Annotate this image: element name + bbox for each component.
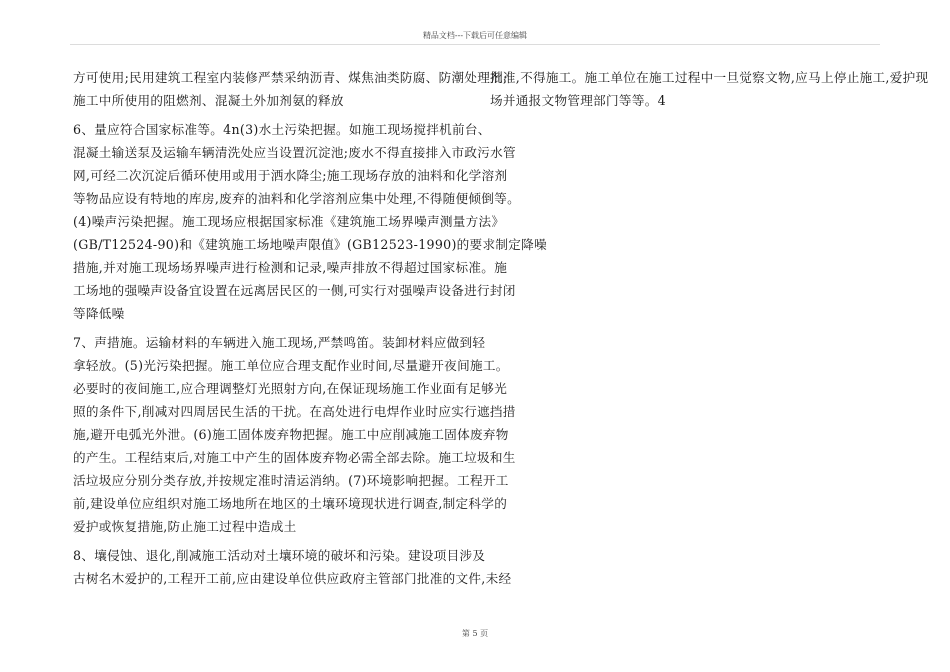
text-line: 8、壤侵蚀、退化,削减施工活动对土壤环境的破坏和污染。建设项目涉及 — [73, 548, 486, 563]
text-line: 方可使用;民用建筑工程室内装修严禁采纳沥青、煤焦油类防腐、防潮处理剂; — [73, 70, 508, 85]
text-line: (4)噪声污染把握。施工现场应根据国家标准《建筑施工场界噪声测量方法》 — [73, 214, 505, 229]
text-line: 照的条件下,削减对四周居民生活的干扰。在高处进行电焊作业时应实行遮挡措 — [73, 404, 516, 419]
right-column — [490, 66, 929, 112]
text-line: 批准,不得施工。施工单位在施工过程中一旦觉察文物,应马上停止施工,爱护现 — [490, 70, 929, 85]
text-line: 混凝土输送泵及运输车辆清洗处应当设置沉淀池;废水不得直接排入市政污水管 — [73, 145, 516, 160]
page-number: 第 5 页 — [461, 629, 489, 638]
text-line: 古树名木爱护的,工程开工前,应由建设单位供应政府主管部门批准的文件,未经 — [73, 571, 512, 586]
left-column — [73, 66, 547, 590]
text-line: 前,建设单位应组织对施工场地所在地区的土壤环境现状进行调查,制定科学的 — [73, 496, 508, 511]
text-line: 等物品应设有特地的库房,废弃的油料和化学溶剂应集中处理,不得随便倾倒等。 — [73, 191, 520, 206]
paragraph — [490, 66, 929, 112]
page-header: 精品文档---下载后可任意编辑 — [422, 31, 528, 40]
text-line: 活垃圾应分别分类存放,并按规定准时清运消纳。(7)环境影响把握。工程开工 — [73, 473, 509, 488]
text-line: (GB/T12524-90)和《建筑施工场地噪声限值》(GB12523-1990)的要求制定降噪 — [73, 237, 547, 252]
text-line: 措施,并对施工现场场界噪声进行检测和记录,噪声排放不得超过国家标准。施 — [73, 260, 508, 275]
text-line: 拿轻放。(5)光污染把握。施工单位应合理支配作业时间,尽量避开夜间施工。 — [73, 358, 509, 373]
paragraph — [73, 544, 512, 590]
paragraph — [73, 66, 508, 112]
text-line: 6、量应符合国家标准等。4n(3)水土污染把握。如施工现场搅拌机前台、 — [73, 122, 491, 137]
paragraph — [73, 331, 516, 538]
text-line: 工场地的强噪声设备宜设置在远离居民区的一侧,可实行对强噪声设备进行封闭 — [73, 283, 516, 298]
text-line: 等降低噪 — [73, 306, 125, 321]
text-line: 场并通报文物管理部门等等。4 — [490, 93, 666, 108]
paragraph — [73, 118, 547, 325]
text-line: 网,可经二次沉淀后循环使用或用于洒水降尘;施工现场存放的油料和化学溶剂 — [73, 168, 508, 183]
text-line: 的产生。工程结束后,对施工中产生的固体废弃物必需全部去除。施工垃圾和生 — [73, 450, 516, 465]
text-line: 施,避开电弧光外泄。(6)施工固体废弃物把握。施工中应削减施工固体废弃物 — [73, 427, 509, 442]
text-line: 爱护或恢复措施,防止施工过程中造成土 — [73, 519, 297, 534]
header-divider — [70, 44, 880, 45]
text-line: 必要时的夜间施工,应合理调整灯光照射方向,在保证现场施工作业面有足够光 — [73, 381, 508, 396]
text-line: 施工中所使用的阻燃剂、混凝土外加剂氨的释放 — [73, 93, 344, 108]
text-line: 7、声措施。运输材料的车辆进入施工现场,严禁鸣笛。装卸材料应做到轻 — [73, 335, 486, 350]
